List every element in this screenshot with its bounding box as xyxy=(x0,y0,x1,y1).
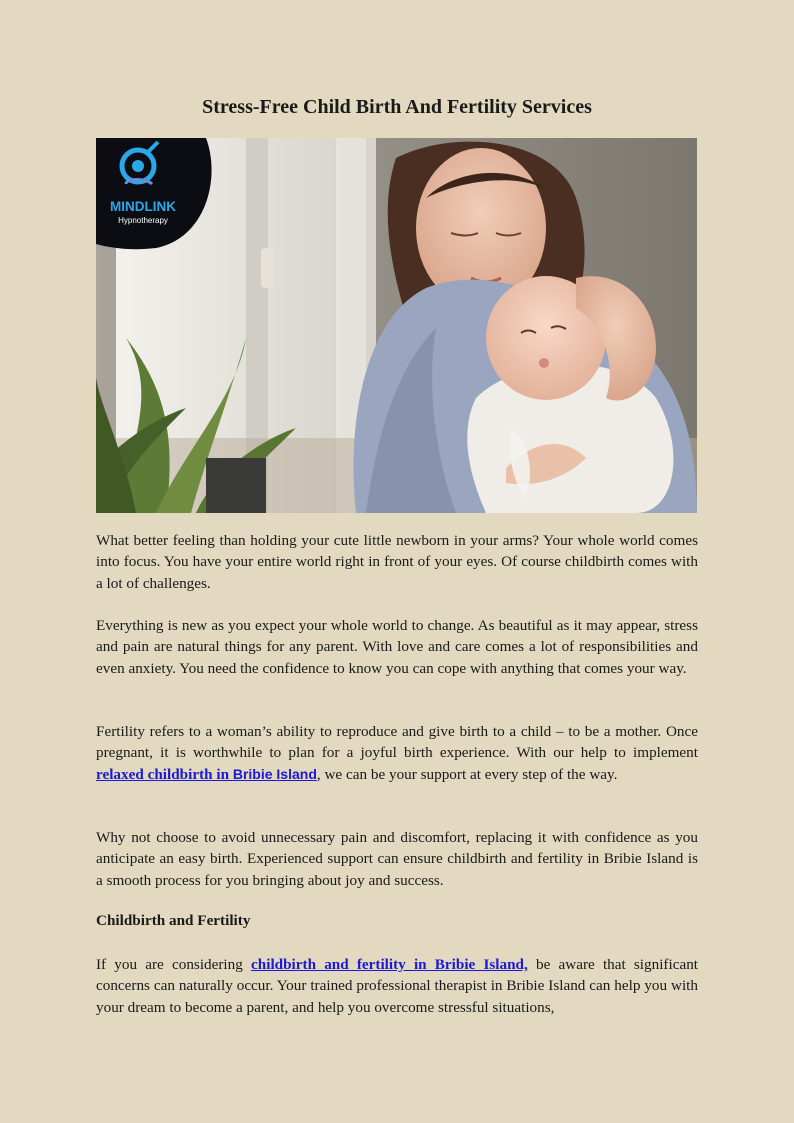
mother-and-baby-illustration xyxy=(96,138,697,513)
paragraph-4: Why not choose to avoid unnecessary pain and discomfort, replacing it with confidence as you anticipate an easy birth. Experienced support can ensure childbirth and fertility in Bribie Island is a smooth process for you bringing about joy and success. xyxy=(96,829,698,889)
logo-name: MINDLINK xyxy=(110,199,176,214)
paragraph-5 xyxy=(96,954,698,1018)
paragraph-3 xyxy=(96,721,698,785)
logo-tagline: Hypnotherapy xyxy=(118,216,168,225)
paragraph-2: Everything is new as you expect your whole world to change. As beautiful as it may appear, stress and pain are natural things for any parent. With love and care comes a lot of responsibilities and even anxiety. You need the confidence to know you can cope with anything that comes your way. xyxy=(96,617,698,677)
section-heading: Childbirth and Fertility xyxy=(96,912,251,929)
paragraph-5-text-start: If you are considering xyxy=(96,956,252,973)
relaxed-childbirth-link[interactable]: relaxed childbirth in Bribie Island xyxy=(96,765,317,783)
childbirth-fertility-link[interactable]: childbirth and fertility in Bribie Island, xyxy=(251,956,528,973)
baby xyxy=(467,276,673,513)
page-title: Stress-Free Child Birth And Fertility Services xyxy=(202,96,592,118)
paragraph-3-text-start: Fertility refers to a woman’s ability to reproduce and give birth to a child – to be a mother. Once pregnant, it is worthwhile to plan for a joyful birth experience. With our help to implement xyxy=(96,723,698,762)
paragraph-3-text-end: , we can be your support at every step of the way. xyxy=(316,765,618,783)
hero-photo xyxy=(96,138,697,513)
paragraph-5-text-end: be aware that significant concerns can naturally occur. Your trained professional therapist in Bribie Island can help you with your dream to become a parent, and help you overcome stressful situations, xyxy=(96,956,699,1016)
paragraph-1: What better feeling than holding your cute little newborn in your arms? Your whole world comes into focus. You have your entire world right in front of your eyes. Of course childbirth comes with a lot of challenges. xyxy=(96,532,698,592)
